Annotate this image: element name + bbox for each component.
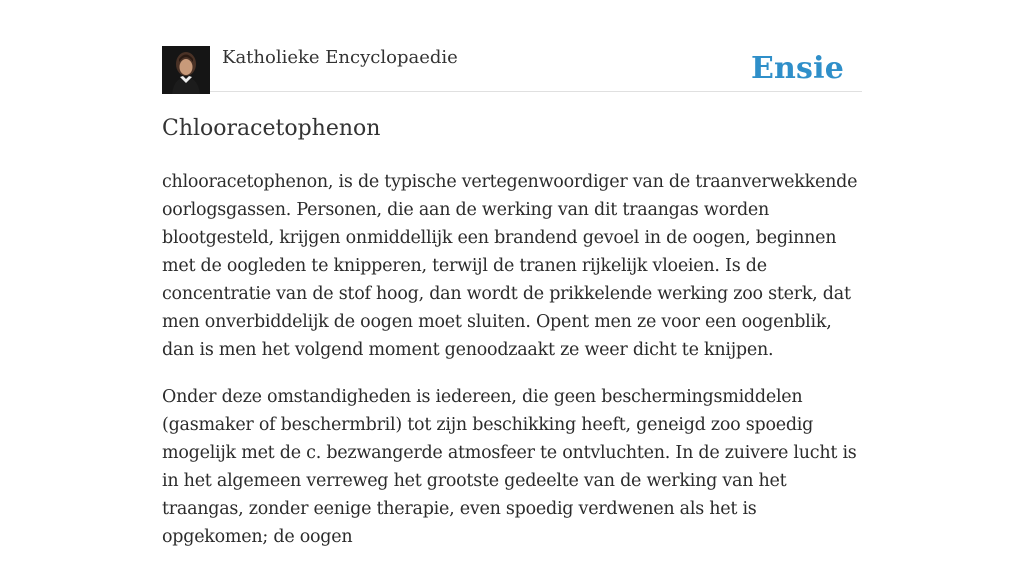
- article-paragraph: Onder deze omstandigheden is iedereen, die geen beschermingsmiddelen (gasmaker of beschermbril) tot zijn beschikking heeft, geneigd zoo spoedig mogelijk met de c. bezwangerde atmosfeer te ontvluchten. In de zuivere lucht is in het algemeen verreweg het grootste gedeelte van de werking van het traangas, zonder eenige therapie, even spoedig verdwenen als het is opgekomen; de oogen: [162, 387, 857, 547]
- brand-logo[interactable]: Ensie: [750, 51, 844, 86]
- page-container: [162, 0, 862, 547]
- site-header: [162, 45, 862, 92]
- article-body: [162, 168, 862, 570]
- article-title: Chlooracetophenon: [162, 116, 381, 141]
- portrait-avatar-icon[interactable]: [162, 46, 210, 94]
- article-paragraph: chlooracetophenon, is de typische vertegenwoordiger van de traanverwekkende oorlogsgassen. Personen, die aan de werking van dit traangas worden blootgesteld, krijgen onmiddellijk een brandend gevoel in de oogen, beginnen met de oogleden te knipperen, terwijl de tranen rijkelijk vloeien. Is de concentratie van de stof hoog, dan wordt de prikkelende werking zoo sterk, dat men onverbiddelijk de oogen moet sluiten. Opent men ze voor een oogenblik, dan is men het volgend moment genoodzaakt ze weer dicht te knijpen.: [162, 172, 858, 360]
- source-name[interactable]: Katholieke Encyclopaedie: [222, 47, 458, 68]
